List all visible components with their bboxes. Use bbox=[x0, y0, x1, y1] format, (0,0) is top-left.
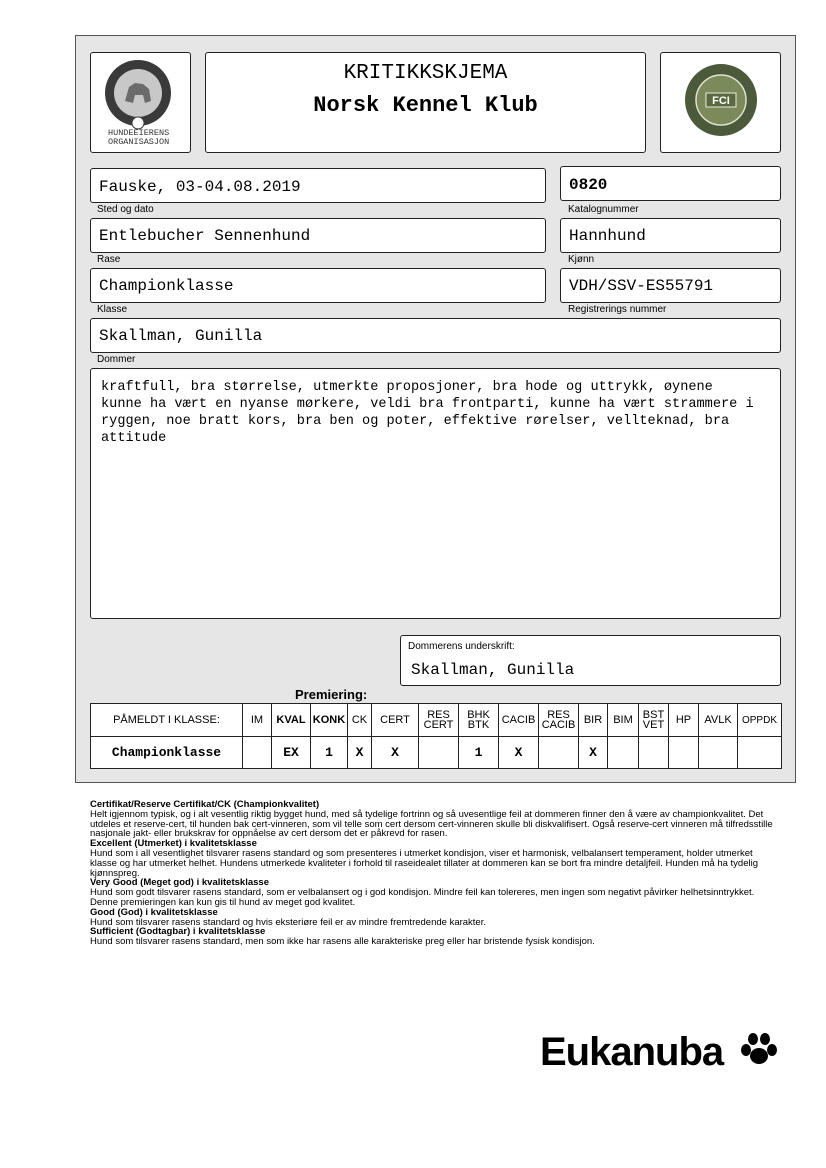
val-kval: EX bbox=[272, 737, 311, 769]
title-box bbox=[205, 52, 646, 153]
logo-caption-line1: HUNDEEIERENS bbox=[108, 128, 170, 138]
col-header-kval: KVAL bbox=[272, 704, 311, 737]
col-header-konk: KONK bbox=[311, 704, 348, 737]
klasse-label: Klasse bbox=[97, 304, 128, 315]
val-pameldt: Championklasse bbox=[91, 737, 243, 769]
col-header-im: IM bbox=[243, 704, 272, 737]
legal-heading-cert: Certifikat/Reserve Certifikat/CK (Championkvalitet) bbox=[90, 799, 320, 810]
legal-heading-excellent: Excellent (Utmerket) i kvalitetsklasse bbox=[90, 838, 257, 850]
legal-heading-very-good: Very Good (Meget god) i kvalitetsklasse bbox=[90, 877, 269, 889]
col-header-oppdk: OPPDK bbox=[738, 704, 782, 737]
katalognummer-label: Katalognummer bbox=[568, 204, 639, 215]
signature-label: Dommerens underskrift: bbox=[408, 641, 515, 652]
kjonn-label: Kjønn bbox=[568, 254, 595, 265]
val-bir: X bbox=[579, 737, 608, 769]
col-header-avlk: AVLK bbox=[699, 704, 738, 737]
paw-icon bbox=[738, 1032, 778, 1068]
col-header-res-cacib: RES CACIB bbox=[539, 704, 579, 737]
legal-text-cert: Helt igjennom typisk, og i alt vesentlig riktig bygget hund, med så tydelige fortrinn og så uvesentlige feil at dommeren finner den å være av championkvalitet. Det utdeles et reserve-cert, til hunden bak cert-vinneren, som vil telle som cert dersom cert-vinneren skulle bli diskvalifisert. Også reserve-cert vinneren må tilfredsstille nasjonale jakt- eller brukskrav for oppnåelse av cert dersom det er påkrevd for rasen. bbox=[90, 808, 773, 840]
col-header-pameldt: PÅMELDT I KLASSE: bbox=[91, 704, 243, 737]
val-konk: 1 bbox=[311, 737, 348, 769]
dommer-value: Skallman, Gunilla bbox=[90, 318, 781, 353]
legal-text-very-good: Hund som godt tilsvarer rasens standard, som er velbalansert og i god kondisjon. Mindre feil kan tolereres, men ingen som negativt påvirker helhetsinntrykket. Denne premieringen kan kun gis til hund av meget god kvalitet. bbox=[90, 887, 755, 908]
fci-logo-box bbox=[660, 52, 781, 153]
col-header-bir: BIR bbox=[579, 704, 608, 737]
col-header-cert: CERT bbox=[372, 704, 419, 737]
col-header-hp: HP bbox=[669, 704, 699, 737]
val-cacib: X bbox=[499, 737, 539, 769]
legal-text-excellent: Hund som i all vesentlighet tilsvarer rasens standard og som presenteres i utmerket kondisjon, viser et harmonisk, velbalansert temperament, holder utmerket klasse og har utmerket helhet. Hundens utmerkede kvaliteter i forhold til raseidealet tillater at dommeren kan se bort fra mindre detaljfeil. Hunden må ha tydelig kjønnspreg. bbox=[90, 847, 758, 879]
legal-heading-sufficient: Sufficient (Godtagbar) i kvalitetsklasse bbox=[90, 926, 266, 938]
val-avlk bbox=[699, 737, 738, 769]
col-header-bst-vet: BST VET bbox=[639, 704, 669, 737]
rase-value: Entlebucher Sennenhund bbox=[90, 218, 546, 253]
kjonn-value: Hannhund bbox=[560, 218, 781, 253]
val-res-cert bbox=[419, 737, 459, 769]
eukanuba-logo: Eukanuba bbox=[540, 1030, 724, 1074]
fci-logo-text: FCI bbox=[712, 95, 730, 107]
org-name: Norsk Kennel Klub bbox=[313, 93, 538, 118]
val-bst-vet bbox=[639, 737, 669, 769]
logo-caption-line2: ORGANISASJON bbox=[108, 137, 170, 147]
registrering-value: VDH/SSV-ES55791 bbox=[560, 268, 781, 303]
premiering-value-row bbox=[91, 737, 782, 769]
val-oppdk bbox=[738, 737, 782, 769]
col-header-bim: BIM bbox=[608, 704, 639, 737]
col-header-cacib: CACIB bbox=[499, 704, 539, 737]
signature-box bbox=[400, 635, 781, 686]
premiering-title: Premiering: bbox=[295, 687, 368, 702]
val-bim bbox=[608, 737, 639, 769]
sted-dato-label: Sted og dato bbox=[97, 204, 154, 215]
legal-text-good: Hund som tilsvarer rasens standard og hvis eksteriøre feil er av mindre fremtredende karakter. bbox=[90, 916, 486, 928]
legal-text bbox=[90, 800, 780, 947]
dommer-label: Dommer bbox=[97, 354, 136, 365]
klasse-value: Championklasse bbox=[90, 268, 546, 303]
val-res-cacib bbox=[539, 737, 579, 769]
val-cert: X bbox=[372, 737, 419, 769]
val-ck: X bbox=[348, 737, 372, 769]
nkk-logo-box bbox=[90, 52, 191, 153]
rase-label: Rase bbox=[97, 254, 121, 265]
critique-text: kraftfull, bra størrelse, utmerkte proposjoner, bra hode og uttrykk, øynene kunne ha vært en nyanse mørkere, veldi bra frontparti, kunne ha vært strammere i ryggen, noe bratt kors, bra ben og poter, effektive rørelser, vellteknad, bra attitude bbox=[90, 368, 781, 619]
col-header-bhk-btk: BHK BTK bbox=[459, 704, 499, 737]
sted-dato-value: Fauske, 03-04.08.2019 bbox=[90, 168, 546, 203]
val-bhk-btk: 1 bbox=[459, 737, 499, 769]
logo-caption bbox=[108, 129, 169, 147]
form-title: KRITIKKSKJEMA bbox=[343, 62, 508, 85]
nkk-seal-icon bbox=[91, 53, 192, 133]
legal-text-sufficient: Hund som tilsvarer rasens standard, men som ikke har rasens alle karakteriske preg eller har bristende fysisk kondisjon. bbox=[90, 936, 595, 948]
registrering-label: Registrerings nummer bbox=[568, 304, 667, 315]
col-header-ck: CK bbox=[348, 704, 372, 737]
val-hp bbox=[669, 737, 699, 769]
signature-value: Skallman, Gunilla bbox=[411, 661, 575, 679]
premiering-header-row bbox=[91, 704, 782, 737]
katalognummer-value: 0820 bbox=[560, 166, 781, 201]
fci-logo-icon bbox=[661, 53, 782, 154]
premiering-table bbox=[90, 703, 782, 769]
legal-heading-good: Good (God) i kvalitetsklasse bbox=[90, 906, 218, 918]
val-im bbox=[243, 737, 272, 769]
col-header-res-cert: RES CERT bbox=[419, 704, 459, 737]
